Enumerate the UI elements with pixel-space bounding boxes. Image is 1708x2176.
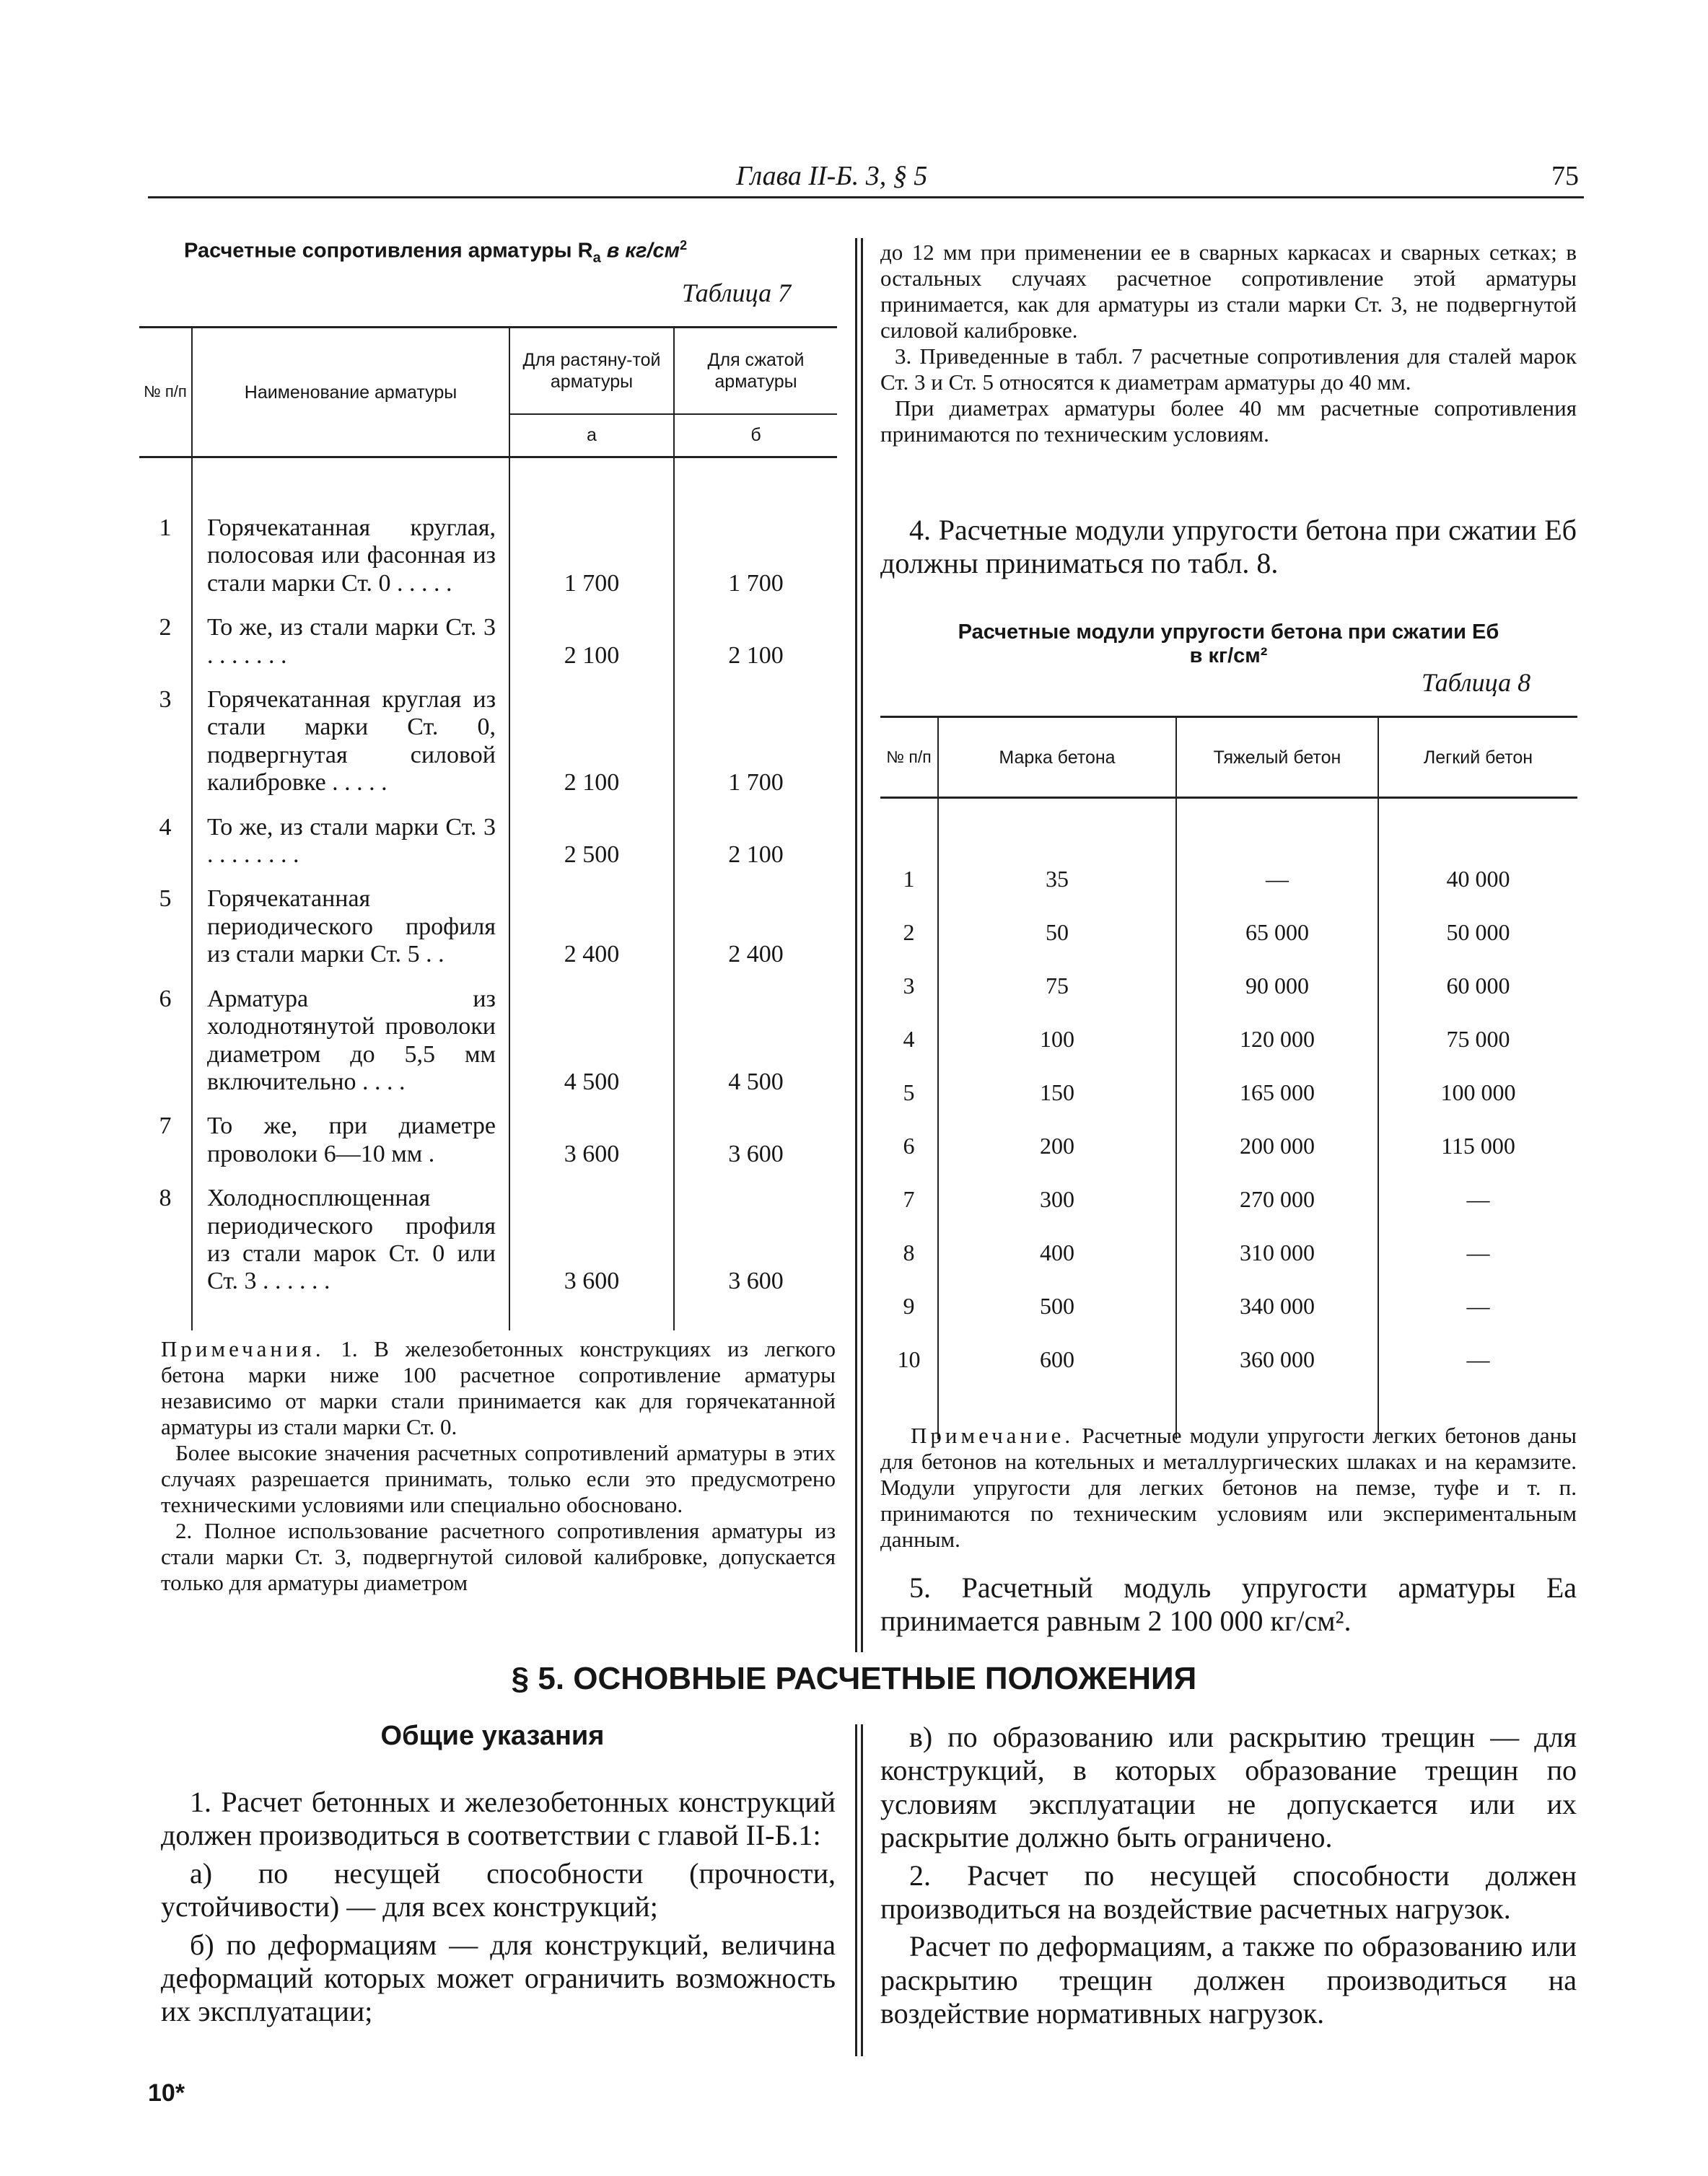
table7-notes: [161, 1336, 836, 1596]
row-name: То же, при диаметре проволоки 6—10 мм .: [192, 1097, 509, 1169]
row-grade: 50: [938, 905, 1176, 959]
table7-col-compression: Для сжатой арматуры: [674, 328, 837, 414]
row-tension: 2 100: [509, 670, 674, 798]
running-head: Глава II-Б. 3, § 5: [736, 161, 928, 191]
row-light: 50 000: [1378, 905, 1577, 959]
row-tension: 3 600: [509, 1169, 674, 1330]
row-compression: 3 600: [674, 1169, 837, 1330]
row-heavy: 310 000: [1176, 1226, 1378, 1279]
table8-col-no: № п/п: [880, 717, 938, 798]
table-row: [880, 1279, 1577, 1333]
section-para-3: Расчет по деформациям, а также по образованию или раскрытию трещин должен производиться на воздействие нормативных нагрузок.: [880, 1930, 1577, 2030]
row-grade: 500: [938, 1279, 1176, 1333]
note-2-cont: до 12 мм при применении ее в сварных каркасах и сварных сетках; в остальных случаях расчетное сопротивление этой арматуры принимается, как для арматуры из стали марки Ст. 3, не подвергнутой силовой калибровке.: [880, 240, 1577, 343]
row-compression: 2 100: [674, 598, 837, 670]
page-number: 75: [1551, 161, 1579, 191]
row-no: 8: [903, 1239, 915, 1265]
row-no: 10: [897, 1346, 921, 1372]
row-grade: 200: [938, 1119, 1176, 1172]
table7-col-tension: Для растяну-той арматуры: [509, 328, 674, 414]
row-no: 3: [903, 972, 915, 999]
note-3: 3. Приведенные в табл. 7 расчетные сопротивления для сталей марок Ст. 3 и Ст. 5 относятся к диаметрам арматуры до 40 мм.: [880, 343, 1577, 395]
table8-col-heavy: Тяжелый бетон: [1176, 717, 1378, 798]
row-no: 8: [159, 1185, 172, 1212]
row-grade: 35: [938, 852, 1176, 905]
table-row: [880, 1119, 1577, 1172]
table-row: [880, 1333, 1577, 1386]
row-light: 100 000: [1378, 1066, 1577, 1119]
row-heavy: 200 000: [1176, 1119, 1378, 1172]
table-row: [880, 852, 1577, 905]
table-row: [880, 1066, 1577, 1119]
note-3-cont: При диаметрах арматуры более 40 мм расчетные сопротивления принимаются по техническим условиям.: [880, 395, 1577, 447]
table-row: [139, 1097, 837, 1169]
row-tension: 2 400: [509, 869, 674, 969]
row-compression: 2 400: [674, 869, 837, 969]
row-tension: 3 600: [509, 1097, 674, 1169]
row-no: 5: [903, 1079, 915, 1105]
row-no: 2: [903, 918, 915, 945]
row-name: То же, из стали марки Ст. 3 . . . . . . .: [192, 598, 509, 670]
row-light: —: [1378, 1172, 1577, 1226]
row-no: 1: [159, 514, 172, 541]
row-grade: 100: [938, 1012, 1176, 1066]
table8-title: [880, 620, 1577, 669]
row-name: Горячекатанная круглая из стали марки Ст. 0, подвергнутая силовой калибровке . . . . .: [192, 670, 509, 798]
row-no: 6: [159, 985, 172, 1012]
row-grade: 600: [938, 1333, 1176, 1386]
section-para-a: а) по несущей способности (прочности, устойчивости) — для всех конструкций;: [161, 1856, 836, 1923]
table7-label: Таблица 7: [682, 278, 792, 307]
row-compression: 2 100: [674, 798, 837, 870]
row-tension: 2 500: [509, 798, 674, 870]
table7-sub-b: б: [674, 414, 837, 457]
paragraph-5: 5. Расчетный модуль упругости арматуры Eа принимается равным 2 100 000 кг/см².: [880, 1571, 1577, 1638]
row-light: 40 000: [1378, 852, 1577, 905]
row-heavy: 120 000: [1176, 1012, 1378, 1066]
subheading: Общие указания: [380, 1721, 605, 1751]
table-row: [880, 905, 1577, 959]
row-tension: 4 500: [509, 970, 674, 1097]
row-light: —: [1378, 1226, 1577, 1279]
notes-continued: [880, 240, 1577, 447]
row-no: 7: [159, 1113, 172, 1140]
row-grade: 400: [938, 1226, 1176, 1279]
row-heavy: 165 000: [1176, 1066, 1378, 1119]
row-compression: 1 700: [674, 457, 837, 599]
table-row: [139, 1169, 837, 1330]
table-row: [139, 670, 837, 798]
section-para-1: 1. Расчет бетонных и железобетонных конструкций должен производиться в соответствии с главой II-Б.1:: [161, 1786, 836, 1852]
row-heavy: 340 000: [1176, 1279, 1378, 1333]
row-no: 1: [903, 865, 915, 892]
table8-col-light: Легкий бетон: [1378, 717, 1577, 798]
row-no: 4: [903, 1025, 915, 1052]
row-no: 2: [159, 614, 172, 641]
section-para-b: б) по деформациям — для конструкций, величина деформаций которых может ограничить возможность их эксплуатации;: [161, 1928, 836, 2028]
row-light: 115 000: [1378, 1119, 1577, 1172]
table8: [880, 716, 1577, 1439]
row-name: То же, из стали марки Ст. 3 . . . . . . . .: [192, 798, 509, 870]
column-rule-top-b: [861, 238, 863, 1652]
table-row: [880, 1172, 1577, 1226]
row-light: 60 000: [1378, 959, 1577, 1012]
row-heavy: 360 000: [1176, 1333, 1378, 1386]
note-2: 2. Полное использование расчетного сопротивления арматуры из стали марки Ст. 3, подвергнутой силовой калибровке, допускается только для арматуры диаметром: [161, 1517, 836, 1595]
row-no: 5: [159, 885, 172, 913]
row-grade: 75: [938, 959, 1176, 1012]
note8-text: Расчетные модули упругости легких бетонов даны для бетонов на котельных и металлургических шлаках и на керамзите. Модули упругости для легких бетонов на пемзе, туфе и т. п. принимаются по техническим условиям или экспериментальным данным.: [880, 1423, 1577, 1552]
table7-sub-a: а: [509, 414, 674, 457]
row-name: Горячекатанная круглая, полосовая или фасонная из стали марки Ст. 0 . . . . .: [192, 457, 509, 599]
table8-title-line1: Расчетные модули упругости бетона при сжатии Eб: [958, 620, 1499, 644]
row-no: 4: [159, 813, 172, 841]
note8-label: Примечание.: [911, 1423, 1074, 1448]
row-compression: 4 500: [674, 970, 837, 1097]
row-name: Арматура из холоднотянутой проволоки диаметром до 5,5 мм включительно . . . .: [192, 970, 509, 1097]
row-heavy: 65 000: [1176, 905, 1378, 959]
notes-label: Примечания.: [161, 1336, 325, 1361]
row-no: 6: [903, 1132, 915, 1159]
row-no: 7: [903, 1185, 915, 1212]
paragraph-4: 4. Расчетные модули упругости бетона при сжатии Eб должны приниматься по табл. 8.: [880, 514, 1577, 580]
table8-col-grade: Марка бетона: [938, 717, 1176, 798]
row-tension: 2 100: [509, 598, 674, 670]
note-1: 1. В железобетонных конструкциях из легкого бетона марки ниже 100 расчетное сопротивление арматуры независимо от марки стали принимается как для горячекатанной арматуры из стали марки Ст. 0.: [161, 1336, 836, 1439]
table7-col-name: Наименование арматуры: [192, 328, 509, 457]
table7-title: Расчетные сопротивления арматуры $R_а$ в $кг/см^2$: [184, 238, 688, 266]
table-row: [139, 869, 837, 969]
section-para-v: в) по образованию или раскрытию трещин — для конструкций, в которых образование трещин по условиям эксплуатации не допускается или их раскрытие должно быть ограничено.: [880, 1721, 1577, 1854]
row-compression: 1 700: [674, 670, 837, 798]
row-grade: 300: [938, 1172, 1176, 1226]
row-tension: 1 700: [509, 457, 674, 599]
table-row: [139, 457, 837, 599]
footer-mark: 10*: [148, 2079, 185, 2107]
row-no: 9: [903, 1292, 915, 1319]
row-light: —: [1378, 1279, 1577, 1333]
column-rule-bottom-b: [861, 1724, 863, 2056]
table8-title-line2: в кг/см²: [1189, 644, 1268, 668]
row-heavy: 270 000: [1176, 1172, 1378, 1226]
table-row: [139, 970, 837, 1097]
table-row: [139, 598, 837, 670]
section-title: § 5. ОСНОВНЫЕ РАСЧЕТНЫЕ ПОЛОЖЕНИЯ: [511, 1661, 1197, 1696]
table7-col-no: № п/п: [139, 328, 192, 457]
row-light: —: [1378, 1333, 1577, 1386]
header-rule: [148, 196, 1584, 198]
table8-label: Таблица 8: [1422, 668, 1531, 697]
section-left-column: [161, 1786, 836, 2029]
table-row: [880, 1226, 1577, 1279]
table8-note: [880, 1423, 1577, 1553]
row-compression: 3 600: [674, 1097, 837, 1169]
column-rule-bottom-a: [855, 1724, 857, 2056]
section-para-2: 2. Расчет по несущей способности должен производиться на воздействие расчетных нагрузок.: [880, 1859, 1577, 1925]
row-light: 75 000: [1378, 1012, 1577, 1066]
table-row: [880, 959, 1577, 1012]
table7: [139, 326, 837, 1330]
row-no: 3: [159, 686, 172, 714]
note-1-cont: Более высокие значения расчетных сопротивлений арматуры в этих случаях разрешается принимать, только если это предусмотрено техническими условиями или специально обосновано.: [161, 1439, 836, 1517]
row-heavy: —: [1176, 852, 1378, 905]
row-grade: 150: [938, 1066, 1176, 1119]
table-row: [880, 1012, 1577, 1066]
row-heavy: 90 000: [1176, 959, 1378, 1012]
table-row: [139, 798, 837, 870]
row-name: Холодносплющенная периодического профиля из стали марок Ст. 0 или Ст. 3 . . . . . .: [192, 1169, 509, 1330]
row-name: Горячекатанная периодического профиля из стали марки Ст. 5 . .: [192, 869, 509, 969]
column-rule-top-a: [855, 238, 857, 1652]
section-right-column: [880, 1721, 1577, 2031]
